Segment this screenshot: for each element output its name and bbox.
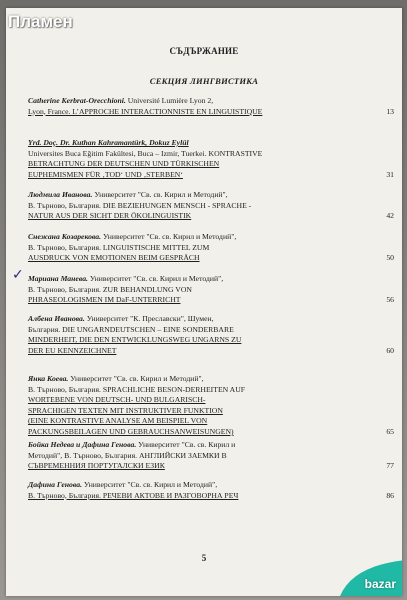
entry-text: В. Търново, България. ZUR BEHANDLUNG VON (28, 284, 192, 294)
toc-entry (28, 274, 394, 306)
toc-entry (28, 480, 394, 501)
toc-entry-line (28, 480, 394, 491)
entry-text: SPRACHIGEN TEXTEN MIT INSTRUKTIVER FUNKTION (28, 405, 223, 415)
entry-text: EUPHEMISMEN FÜR ‚TOD‘ UND ‚STERBEN‘ (28, 169, 183, 179)
entry-text: Университет "К. Преславски", Шумен, (84, 314, 214, 323)
toc-entry (28, 374, 394, 438)
entry-author: Янка Коева. (28, 374, 69, 383)
entry-text: Университет "Св. св. Кирил и Методий", (101, 232, 237, 241)
toc-entry-line (28, 427, 394, 438)
toc-entry-line (28, 295, 394, 306)
toc-entry-line (28, 440, 394, 451)
toc-entry-line (28, 96, 394, 107)
toc-entry-line (28, 325, 394, 336)
entry-page-number: 86 (386, 490, 394, 500)
toc-entry-line (28, 107, 394, 118)
toc-entry-line (28, 416, 394, 427)
toc-entry-line (28, 335, 394, 346)
entry-text: PACKUNGSBEILAGEN UND GEBRAUCHSANWEISUNGEN) (28, 426, 234, 436)
toc-entry-line (28, 159, 394, 170)
entry-text: BETRACHTUNG DER DEUTSCHEN UND TÜRKISCHEN (28, 159, 220, 169)
entry-text: DER EU KENNZEICHNET (28, 345, 117, 355)
entry-text: В. Търново, България. LINGUISTISCHE MITTEL ZUM (28, 242, 210, 252)
watermark-label: Пламен (8, 12, 73, 31)
toc-entry-line (28, 253, 394, 264)
toc-entry-line (28, 346, 394, 357)
toc-entry (28, 440, 394, 472)
handwritten-check-mark-icon: ✓ (12, 267, 24, 283)
toc-entry-line (28, 491, 394, 502)
toc-entry-line (28, 138, 394, 149)
toc-entry (28, 314, 394, 356)
entry-text: AUSDRUCK VON EMOTIONEN BEIM GESPRÄCH (28, 253, 200, 263)
entry-text: PHRASEOLOGISMEN IM DaF-UNTERRICHT (28, 295, 181, 305)
toc-entry-line (28, 211, 394, 222)
book-page (6, 8, 402, 596)
entry-text: СЪВРЕМЕННИЯ ПОРТУГАЛСКИ ЕЗИК (28, 461, 165, 471)
entry-author: Албена Иванова. (28, 314, 85, 323)
section-heading: СЕКЦИЯ ЛИНГВИСТИКА (149, 76, 259, 86)
toc-entry-line (28, 395, 394, 406)
entry-page-number: 13 (386, 106, 394, 116)
toc-entry-line (28, 461, 394, 472)
entry-text: MINDERHEIT, DIE DEN ENTWICKLUNGSWEG UNGARNS ZU (28, 335, 242, 345)
entry-page-number: 77 (386, 461, 394, 471)
toc-entry-line (28, 149, 394, 160)
entry-text: WORTEBENE VON DEUTSCH- UND BULGARISCH- (28, 395, 206, 405)
toc-entry (28, 96, 394, 117)
entry-text: Universites Buca Eğitim Fakültesi, Buca – Izmir, Tuerkei. KONTRASTIVE (28, 148, 263, 158)
entry-text: Lyon, France. L’APPROCHE INTERACTIONNISTE EN LINGUISTIQUE (28, 106, 263, 116)
entry-author: Людмила Иванова. (28, 190, 93, 199)
entry-page-number: 31 (386, 169, 394, 179)
entry-text: Université Lumière Lyon 2, (125, 96, 214, 105)
toc-entry-line (28, 374, 394, 385)
entry-text: Университет "Св. св. Кирил и Методий", (87, 274, 224, 283)
toc-entry (28, 232, 394, 264)
toc-entry-line (28, 170, 394, 181)
entry-text: Университет "Св. св. Кирил и Методий", (68, 374, 204, 383)
toc-entry (28, 138, 394, 180)
page-title: СЪДЪРЖАНИЕ (169, 46, 239, 56)
entry-text: В. Търново, България. DIE BEZIEHUNGEN MENSCH - SPRACHE - (28, 200, 252, 210)
entry-author: Бойка Недева и Дафина Генова. (28, 440, 137, 449)
entry-text: Университет "Св. св. Кирил и Методий", (82, 480, 218, 489)
entry-author: Catherine Kerbrat-Orecchioni. (28, 96, 126, 105)
toc-entry-line (28, 243, 394, 254)
entry-text: България. DIE UNGARNDEUTSCHEN – EINE SONDERBARE (28, 324, 234, 334)
page-number: 5 (201, 553, 207, 563)
entry-author: Дафина Генова. (28, 480, 82, 489)
entry-page-number: 56 (386, 295, 394, 305)
toc-entry-line (28, 274, 394, 285)
toc-entry-line (28, 190, 394, 201)
entry-author: Мариана Манева. (28, 274, 88, 283)
entry-page-number: 42 (386, 211, 394, 221)
toc-entry-line (28, 406, 394, 417)
entry-text: Университет "Св. св. Кирил и (136, 440, 236, 449)
entry-text: В. Търново, България. РЕЧЕВИ АКТОВЕ И РАЗГОВОРНА РЕЧ (28, 490, 239, 500)
entry-text: NATUR AUS DER SICHT DER ÖKOLINGUISTIK (28, 211, 192, 221)
entry-text: Университет "Св. св. Кирил и Методий", (92, 190, 228, 199)
toc-entry-line (28, 201, 394, 212)
toc-entry-line (28, 314, 394, 325)
toc-entry-line (28, 385, 394, 396)
toc-entry-line (28, 232, 394, 243)
toc-entry (28, 190, 394, 222)
entry-text: В. Търново, България. SPRACHLICHE BESON-DERHEITEN AUF (28, 384, 246, 394)
toc-entry-line (28, 285, 394, 296)
entry-page-number: 50 (386, 253, 394, 263)
entry-page-number: 65 (386, 426, 394, 436)
entry-author: Снежана Козарекова. (28, 232, 102, 241)
entry-page-number: 60 (386, 345, 394, 355)
entry-author: Yrd. Doç. Dr. Kuthan Kahramantürk, Dokuz Eylül (28, 138, 189, 147)
logo-label: bazar (364, 577, 396, 591)
entry-text: (EINE KONTRASTIVE ANALYSE AM BEISPIEL VON (28, 416, 208, 426)
entry-text: Методий", В. Търново, България. АНГЛИЙСКИ ЗАЕМКИ В (28, 450, 227, 460)
toc-entry-line (28, 451, 394, 462)
